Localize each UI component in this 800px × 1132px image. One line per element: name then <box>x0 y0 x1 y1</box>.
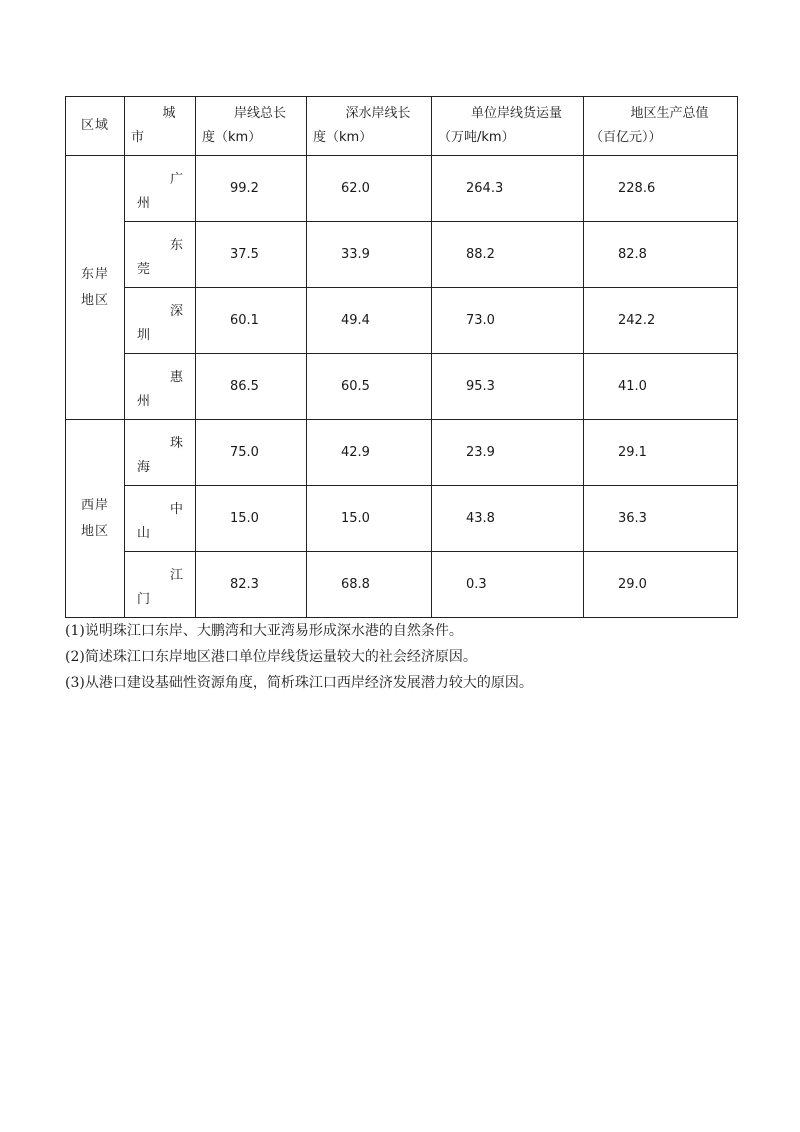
cargo-value: 43.8 <box>432 486 584 552</box>
city-char1: 中 <box>169 502 183 517</box>
header-deepwater-length <box>307 97 432 156</box>
city-cell <box>125 486 196 552</box>
shoreline-value: 37.5 <box>196 222 307 288</box>
question-2: (2)简述珠江口东岸地区港口单位岸线货运量较大的社会经济原因。 <box>65 649 477 665</box>
port-data-table <box>65 96 738 618</box>
header-cargo-line2: （万吨/km） <box>438 130 515 145</box>
city-char1: 珠 <box>169 436 183 451</box>
gdp-value: 41.0 <box>584 354 738 420</box>
city-char1: 东 <box>169 238 183 253</box>
city-char2: 海 <box>137 460 151 475</box>
table-row <box>66 156 738 222</box>
shoreline-value: 75.0 <box>196 420 307 486</box>
deepwater-value: 42.9 <box>307 420 432 486</box>
city-cell <box>125 552 196 618</box>
deepwater-value: 33.9 <box>307 222 432 288</box>
header-shoreline-line2: 度（km） <box>202 130 262 145</box>
city-cell <box>125 156 196 222</box>
city-cell <box>125 288 196 354</box>
gdp-value: 228.6 <box>584 156 738 222</box>
city-char2: 山 <box>137 526 151 541</box>
header-region <box>66 97 125 156</box>
header-cargo-line1: 单位岸线货运量 <box>470 106 562 121</box>
region-label-line2: 地区 <box>80 523 109 539</box>
deepwater-value: 49.4 <box>307 288 432 354</box>
city-char1: 惠 <box>169 370 183 385</box>
table-row <box>66 420 738 486</box>
header-gdp-line2: （百亿元）） <box>590 130 662 145</box>
city-char1: 深 <box>169 304 183 319</box>
table-row <box>66 222 738 288</box>
region-label-line1: 东岸 <box>80 266 109 282</box>
deepwater-value: 68.8 <box>307 552 432 618</box>
cargo-value: 73.0 <box>432 288 584 354</box>
city-char2: 圳 <box>137 328 151 343</box>
city-cell <box>125 420 196 486</box>
gdp-value: 29.1 <box>584 420 738 486</box>
city-char2: 州 <box>137 196 151 211</box>
header-city <box>125 97 196 156</box>
header-cargo-per-shoreline <box>432 97 584 156</box>
gdp-value: 242.2 <box>584 288 738 354</box>
shoreline-value: 86.5 <box>196 354 307 420</box>
table-header-row <box>66 97 738 156</box>
gdp-value: 29.0 <box>584 552 738 618</box>
cargo-value: 23.9 <box>432 420 584 486</box>
header-region-label: 区域 <box>80 118 109 133</box>
question-3: (3)从港口建设基础性资源角度，简析珠江口西岸经济发展潜力较大的原因。 <box>65 675 533 691</box>
city-cell <box>125 354 196 420</box>
shoreline-value: 60.1 <box>196 288 307 354</box>
header-shoreline-length <box>196 97 307 156</box>
cargo-value: 88.2 <box>432 222 584 288</box>
header-shoreline-line1: 岸线总长 <box>233 106 286 121</box>
table-row <box>66 486 738 552</box>
city-char2: 莞 <box>137 262 151 277</box>
header-deepwater-line2: 度（km） <box>313 130 373 145</box>
header-city-line1: 城 <box>162 106 176 121</box>
region-label-line1: 西岸 <box>80 497 109 513</box>
table-row <box>66 354 738 420</box>
cargo-value: 95.3 <box>432 354 584 420</box>
city-char2: 门 <box>137 592 151 607</box>
city-char1: 江 <box>169 568 183 583</box>
shoreline-value: 99.2 <box>196 156 307 222</box>
deepwater-value: 60.5 <box>307 354 432 420</box>
deepwater-value: 62.0 <box>307 156 432 222</box>
deepwater-value: 15.0 <box>307 486 432 552</box>
region-label-line2: 地区 <box>80 292 109 308</box>
question-1: (1)说明珠江口东岸、大鹏湾和大亚湾易形成深水港的自然条件。 <box>65 623 463 639</box>
region-cell-east <box>66 156 125 420</box>
city-char2: 州 <box>137 394 151 409</box>
city-cell <box>125 222 196 288</box>
cargo-value: 264.3 <box>432 156 584 222</box>
header-gdp <box>584 97 738 156</box>
gdp-value: 82.8 <box>584 222 738 288</box>
header-city-line2: 市 <box>131 130 145 145</box>
city-char1: 广 <box>169 172 183 187</box>
region-cell-west <box>66 420 125 618</box>
shoreline-value: 15.0 <box>196 486 307 552</box>
cargo-value: 0.3 <box>432 552 584 618</box>
header-deepwater-line1: 深水岸线长 <box>345 106 411 121</box>
table-row <box>66 288 738 354</box>
header-gdp-line1: 地区生产总值 <box>630 106 709 121</box>
table-row <box>66 552 738 618</box>
gdp-value: 36.3 <box>584 486 738 552</box>
shoreline-value: 82.3 <box>196 552 307 618</box>
